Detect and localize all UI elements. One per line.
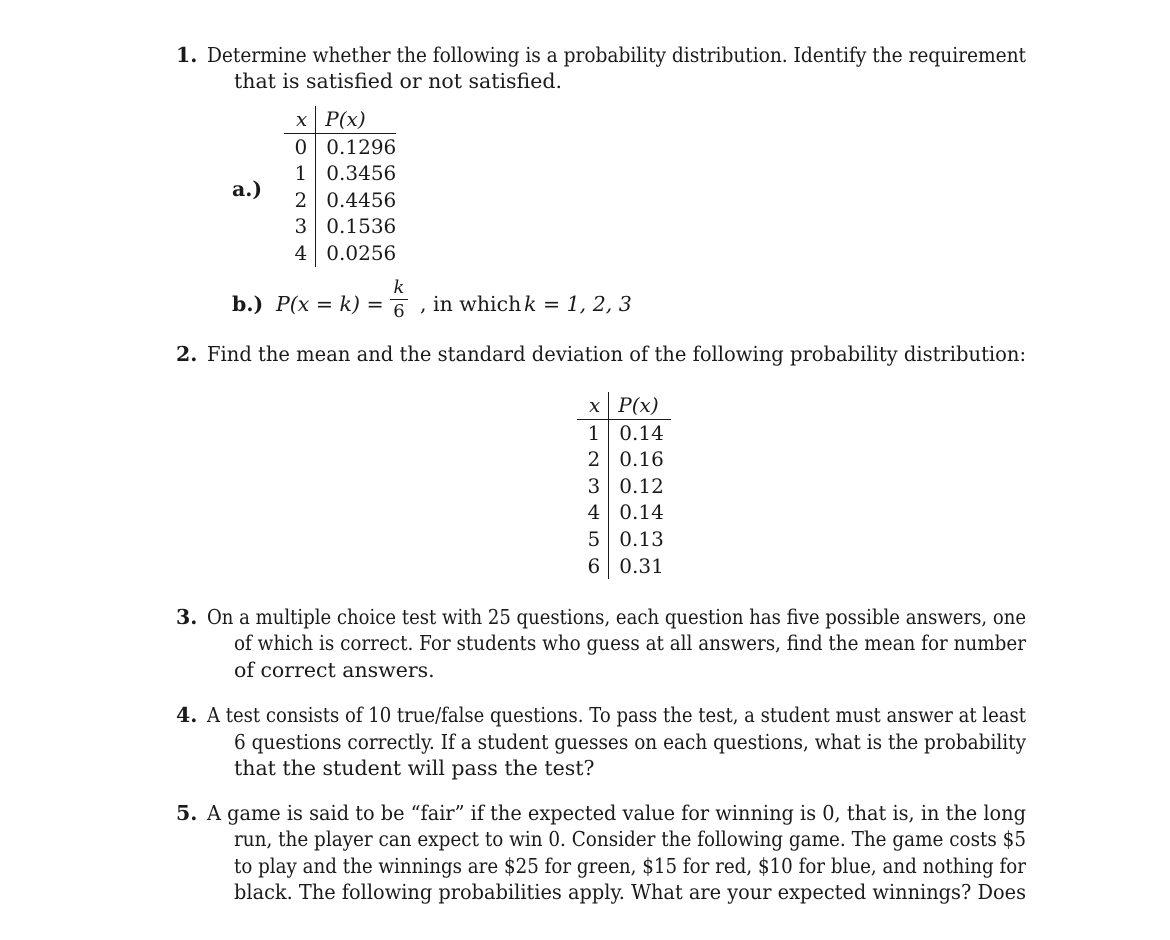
part-b-condition: k = 1, 2, 3: [524, 292, 632, 316]
table-cell-x: 0: [284, 133, 316, 160]
question-1-text-line-2: that is satisfied or not satisfied.: [234, 69, 562, 93]
table-row: [577, 419, 671, 446]
part-b-fraction: [390, 279, 408, 321]
question-3-text-line-1: On a multiple choice test with 25 questions, each question has five possible answers, one: [207, 605, 1027, 629]
table-cell-p: 0.3456: [326, 161, 397, 186]
table-row: [284, 213, 396, 240]
table-cell-x: 2: [284, 187, 316, 214]
question-3-text-line-2: of which is correct. For students who guess at all answers, find the mean for number: [234, 631, 1026, 655]
fraction-bar: [390, 299, 408, 300]
table-cell-x: 1: [577, 419, 609, 446]
table-cell-x: 1: [284, 160, 316, 187]
table-row: [284, 160, 396, 187]
table-cell-p: 0.14: [619, 420, 664, 445]
table-row: [577, 553, 671, 580]
table-row: [577, 473, 671, 500]
question-5-text-line-2: run, the player can expect to win 0. Consider the following game. The game costs $5: [234, 827, 1027, 851]
table-row: [284, 133, 396, 160]
question-5-text-line-1: A game is said to be “fair” if the expected value for winning is 0, that is, in the long: [207, 801, 1026, 825]
distribution-table-a: [284, 106, 396, 267]
table-row: [577, 446, 671, 473]
question-4-text-line-1: A test consists of 10 true/false questions. To pass the test, a student must answer at least: [207, 703, 1027, 727]
table-cell-x: 3: [284, 213, 316, 240]
question-4-text-line-3: that the student will pass the test?: [234, 756, 595, 780]
table-cell-p: 0.12: [619, 473, 664, 498]
table-header-p: P(x): [316, 106, 396, 133]
question-5-text-line-4: black. The following probabilities apply. What are your expected winnings? Does: [234, 880, 1027, 904]
question-4-text-line-2: 6 questions correctly. If a student guesses on each questions, what is the probability: [234, 730, 1027, 754]
table-header-row: [577, 392, 671, 419]
question-1-number: 1.: [176, 43, 198, 67]
part-b-text: , in which: [420, 292, 522, 316]
part-b-formula-lhs: P(x = k) =: [276, 292, 384, 316]
question-3-text-line-3: of correct answers.: [234, 658, 435, 682]
table-cell-p: 0.31: [619, 553, 664, 578]
question-1-text-line-1: Determine whether the following is a probability distribution. Identify the requirement: [207, 43, 1026, 67]
fraction-numerator: k: [393, 277, 405, 298]
table-cell-x: 5: [577, 526, 609, 553]
table-cell-p: 0.13: [619, 526, 664, 551]
table-row: [577, 499, 671, 526]
table-row: [577, 526, 671, 553]
question-4-number: 4.: [176, 703, 198, 727]
table-row: [284, 187, 396, 214]
table-cell-x: 3: [577, 473, 609, 500]
table-cell-x: 6: [577, 553, 609, 580]
table-header-p: P(x): [609, 392, 671, 419]
table-cell-p: 0.16: [619, 447, 664, 472]
part-b-label: b.): [232, 292, 264, 316]
part-a-label: a.): [232, 177, 263, 201]
table-header-x: x: [577, 392, 609, 419]
table-cell-p: 0.14: [619, 500, 664, 525]
table-cell-x: 4: [284, 240, 316, 267]
distribution-table-2: [577, 392, 671, 579]
question-2-number: 2.: [176, 342, 198, 366]
question-5-number: 5.: [176, 801, 198, 825]
table-cell-x: 2: [577, 446, 609, 473]
table-cell-p: 0.0256: [326, 240, 397, 265]
table-row: [284, 240, 396, 267]
table-cell-x: 4: [577, 499, 609, 526]
question-5-text-line-3: to play and the winnings are $25 for green, $15 for red, $10 for blue, and nothing for: [234, 854, 1026, 878]
table-cell-p: 0.4456: [326, 187, 397, 212]
table-cell-p: 0.1536: [326, 214, 397, 239]
table-cell-p: 0.1296: [326, 134, 397, 159]
fraction-denominator: 6: [393, 301, 405, 322]
question-2-text-line-1: Find the mean and the standard deviation of the following probability distribution:: [207, 342, 1027, 366]
question-3-number: 3.: [176, 605, 198, 629]
table-header-x: x: [284, 106, 316, 133]
table-header-row: [284, 106, 396, 133]
